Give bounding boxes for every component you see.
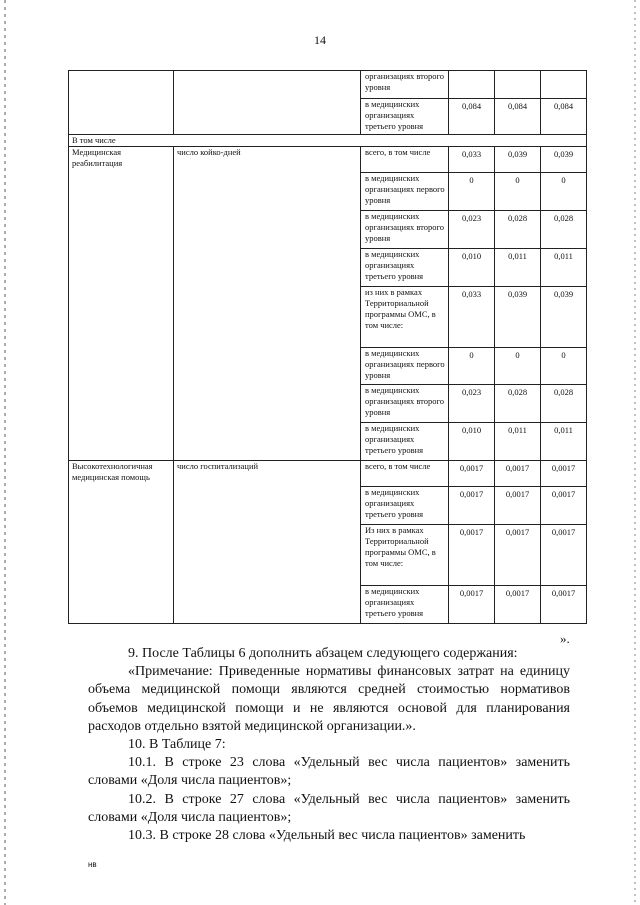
value-cell: 0,0017: [449, 461, 495, 487]
closing-quote-mark: ».: [560, 631, 570, 646]
value-cell: 0,0017: [495, 525, 541, 586]
value-cell: 0,010: [449, 423, 495, 461]
sublevel-cell: в медицинских организациях второго уровня: [361, 385, 449, 423]
sublevel-cell: в медицинских организациях третьего уровня: [361, 586, 449, 624]
value-cell: [495, 71, 541, 99]
value-cell: 0,039: [495, 147, 541, 173]
value-cell: 0,033: [449, 287, 495, 348]
value-cell: 0,084: [541, 99, 587, 135]
table-row: [69, 135, 587, 147]
sublevel-cell: в медицинских организациях первого уровня: [361, 173, 449, 211]
value-cell: 0,039: [495, 287, 541, 348]
scan-edge-left: [4, 0, 6, 905]
paragraph-10-3: 10.3. В строке 28 слова «Удельный вес числа пациентов» заменить: [128, 828, 526, 844]
sublevel-cell: всего, в том числе: [361, 147, 449, 173]
norms-table: [68, 70, 587, 624]
service-name-cell: Высокотехнологичная медицинская помощь: [69, 461, 174, 624]
value-cell: 0,011: [541, 423, 587, 461]
paragraph-note: «Примечание: Приведенные нормативы финансовых затрат на единицу объема медицинской помощи являются средней стоимостью нормативов объемов медицинской помощи и не являются основой для планирования расходов отдельно взятой медицинской организации.».: [88, 664, 570, 734]
unit-cell: число койко-дней: [174, 147, 361, 461]
value-cell: 0,0017: [495, 487, 541, 525]
page-number: 14: [314, 33, 326, 47]
footer-code: нв: [88, 860, 97, 869]
value-cell: 0: [495, 348, 541, 385]
value-cell: 0,0017: [449, 586, 495, 624]
unit-cell: число госпитализаций: [174, 461, 361, 624]
value-cell: 0,039: [541, 147, 587, 173]
value-cell: 0,0017: [495, 586, 541, 624]
unit-cell: [174, 71, 361, 135]
name-cell: [69, 71, 174, 135]
sublevel-cell: всего, в том числе: [361, 461, 449, 487]
amendment-text: [88, 645, 570, 845]
value-cell: 0,033: [449, 147, 495, 173]
sublevel-cell: в медицинских организациях третьего уровня: [361, 249, 449, 287]
value-cell: 0,028: [541, 385, 587, 423]
paragraph-10: 10. В Таблице 7:: [128, 737, 226, 753]
value-cell: 0,023: [449, 211, 495, 249]
value-cell: 0,011: [541, 249, 587, 287]
value-cell: 0,028: [495, 385, 541, 423]
service-name-cell: Медицинская реабилитация: [69, 147, 174, 461]
sublevel-cell: в медицинских организациях первого уровня: [361, 348, 449, 385]
value-cell: 0: [541, 173, 587, 211]
sublevel-cell: в медицинских организациях второго уровня: [361, 211, 449, 249]
value-cell: 0: [541, 348, 587, 385]
value-cell: 0,0017: [541, 586, 587, 624]
table-row: [69, 147, 587, 173]
value-cell: 0: [495, 173, 541, 211]
value-cell: 0,028: [541, 211, 587, 249]
sublevel-cell: из них в рамках Территориальной программы ОМС, в том числе:: [361, 287, 449, 348]
value-cell: 0,023: [449, 385, 495, 423]
sublevel-cell: Из них в рамках Территориальной программы ОМС, в том числе:: [361, 525, 449, 586]
table-row: [69, 461, 587, 487]
including-label: В том числе: [69, 135, 587, 147]
value-cell: 0,011: [495, 249, 541, 287]
value-cell: 0: [449, 348, 495, 385]
sublevel-cell: организациях второго уровня: [361, 71, 449, 99]
scan-edge-right: [634, 0, 636, 905]
value-cell: 0,0017: [541, 487, 587, 525]
value-cell: 0,0017: [541, 461, 587, 487]
table-row: [69, 71, 587, 99]
sublevel-cell: в медицинских организациях третьего уровня: [361, 99, 449, 135]
paragraph-9: 9. После Таблицы 6 дополнить абзацем следующего содержания:: [128, 646, 518, 661]
value-cell: 0,039: [541, 287, 587, 348]
value-cell: 0: [449, 173, 495, 211]
sublevel-cell: в медицинских организациях третьего уровня: [361, 487, 449, 525]
value-cell: 0,011: [495, 423, 541, 461]
value-cell: 0,0017: [449, 525, 495, 586]
value-cell: [449, 71, 495, 99]
value-cell: 0,028: [495, 211, 541, 249]
sublevel-cell: в медицинских организациях третьего уровня: [361, 423, 449, 461]
value-cell: 0,010: [449, 249, 495, 287]
value-cell: 0,084: [495, 99, 541, 135]
paragraph-10-1: 10.1. В строке 23 слова «Удельный вес числа пациентов» заменить словами «Доля числа пациентов»;: [88, 755, 570, 789]
paragraph-10-2: 10.2. В строке 27 слова «Удельный вес числа пациентов» заменить словами «Доля числа пациентов»;: [88, 791, 570, 825]
value-cell: [541, 71, 587, 99]
value-cell: 0,0017: [449, 487, 495, 525]
value-cell: 0,0017: [541, 525, 587, 586]
value-cell: 0,0017: [495, 461, 541, 487]
value-cell: 0,084: [449, 99, 495, 135]
